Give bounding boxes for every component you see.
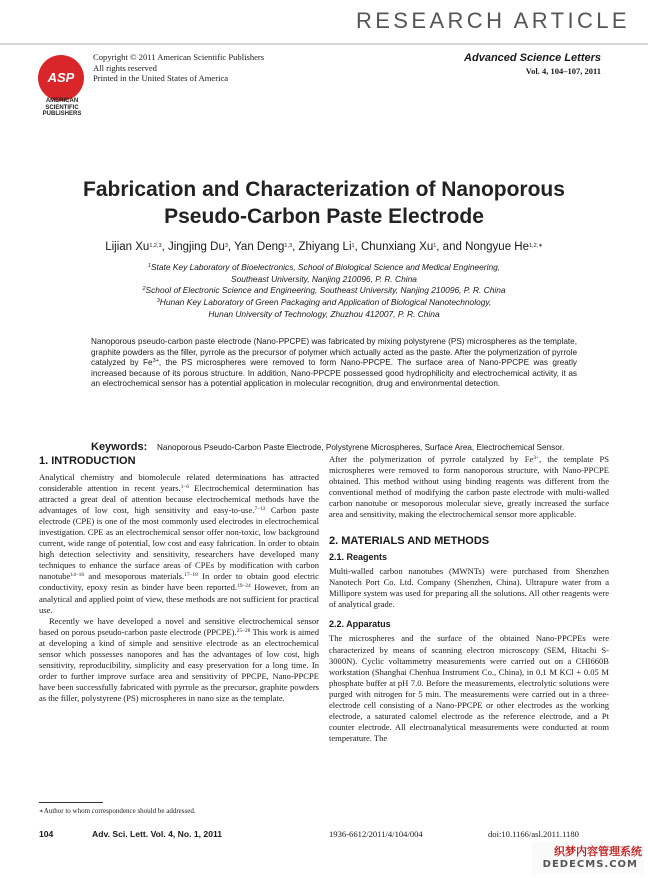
section-heading: 2. MATERIALS AND METHODS — [329, 535, 490, 548]
footer-journal: Adv. Sci. Lett. Vol. 4, No. 1, 2011 — [92, 829, 223, 839]
author-name: Lijian Xu — [105, 241, 150, 253]
watermark-text: 织梦内容管理系统 — [554, 845, 642, 858]
publisher-logo-icon: ASP — [38, 55, 84, 101]
volume-info: Vol. 4, 104–107, 2011 — [525, 66, 601, 76]
page-number: 104 — [39, 829, 54, 839]
keywords-label: Keywords: — [91, 441, 148, 453]
banner-text: RESEARCH ARTICLE — [355, 8, 630, 33]
watermark-url: DEDECMS.COM — [542, 859, 638, 870]
paragraph: After the polymerization of pyrrole catalyzed by $Fe^{3+}$, the template PS microspheres were removed to form nanoporous structure, with Nano-PPCPE obtained. This method without using binding reagents was different from the conventional method of modifying the carbon paste electrode with multi-walled carbon nanotube or mesoporous molecular sieve, greatly increased the surface area and sensitivity, making the electrochemical sensor more applicable. — [329, 454, 609, 520]
right-column — [329, 454, 609, 744]
affiliations: $^1$State Key Laboratory of Bioelectronics, School of Biological Science and Medical Engineering, Southeast University, Nanjing 210096, P. R. China $^2$School of Electronic Science and Engineering, Southeast University, Nanjing 210096, P. R. China $^3$Hunan Key Laboratory of Green Packaging and Application of Biological Nanotechnology, Hunan University of Technology, Zhuzhou 412007, P. R. China — [142, 262, 506, 319]
subsection-heading: 2.1. Reagents — [329, 552, 388, 563]
author-name: Nongyue He — [465, 241, 529, 253]
author-name: Jingjing Du — [167, 241, 225, 253]
keywords: Nanoporous Pseudo-Carbon Paste Electrode, Polystyrene Microspheres, Surface Area, Electrochemical Sensor. — [157, 443, 565, 452]
paragraph: Recently we have developed a novel and sensitive electrochemical sensor based on porous pseudo-carbon paste electrode (PPCPE).$^{25-28}$ This work is aimed at developing a kind of simple and sensitive electrode as an electrochemical sensor which possesses nanopores and has the advantages of low cost, high sensitivity, reproducibility, simplicity and easy preservation for a long time. In order to further improve surface area and sensitivity of PPCPE, Nano-PPCPE have been successfully fabricated with pyrrole as the precursor, graphite powders as the filler, polystyrene (PS) microspheres in nano size as the template. — [39, 615, 319, 703]
paragraph: Multi-walled carbon nanotubes (MWNTs) were purchased from Shenzhen Nanotech Port Co. Ltd. Company (Shenzhen, China). Ultrapure water from a Millipore system was used for preparing all the solutions. All other reagents were of analytical grade. — [329, 566, 609, 610]
journal-info — [464, 52, 601, 77]
journal-name: Advanced Science Letters — [464, 52, 601, 64]
banner — [0, 0, 648, 44]
paragraph: Analytical chemistry and biomolecule related determinations has attracted considerable attention in recent years.$^{1-6}$ Electrochemical determination has attracted a great deal of attention because electrochemical methods have the advantages of low cost, high sensitivity and easy-to-use.$^{7-13}$ Carbon paste electrode (CPE) is one of the most commonly used electrodes in electrochemical investigation. CPE as an electrochemical sensor offer non-toxic, low background current, wide range of potential, low cost and easy fabrication. In order to obtain high detection selectivity and sensitivity, researchers have developed many techniques to enhance the surface areas of CPEs by modification with carbon nanotube$^{14-16}$ and mesoporous materials.$^{17-18}$ In order to obtain good electric conductivity, epoxy resin as binder have been reported.$^{19-24}$ However, from an analytical and applied point of view, these methods are not sufficient for practical use. — [39, 472, 319, 615]
footer-doi: doi:10.1166/asl.2011.1180 — [488, 829, 579, 839]
author-name: Zhiyang Li — [298, 241, 352, 253]
author-list: Lijian Xu$^{1,2,3}$, Jingjing Du$^3$, Yan Deng$^{1,3}$, Zhiyang Li$^1$, Chunxiang Xu$^1$, and Nongyue $He^{1,2,∗}$ — [105, 241, 543, 253]
subsection-heading: 2.2. Apparatus — [329, 619, 391, 630]
paragraph: The microspheres and the surface of the obtained Nano-PPCPEs were characterized by means of scanning electron microscopy (SEM, Hitachi S-3000N). Cyclic voltammetry measurements were carried out on a CHI660B workstation (Shanghai Chenhua Instrument Co., China), in 0.1 M KCl + 0.05 M phosphate buffer at pH 7.0. Before the measurements, electrolytic solutions were purged with nitrogen for 5 min. The measurements were carried out in a three-electrode cell consisting of a Nano-PPCPE or other electrodes as the working electrode, a saturated calomel electrode as the reference electrode, and a Pt counter electrode. All electroanalytical measurements were conducted at room temperature. The — [329, 633, 609, 743]
footer-issn: 1936-6612/2011/4/104/004 — [329, 829, 423, 839]
footnote-divider — [39, 802, 103, 803]
abstract: Nanoporous pseudo-carbon paste electrode (Nano-PPCPE) was fabricated by mixing polystyrene (PS) microspheres as the template, graphite powders as the filler, pyrrole as the precursor of polymer which actually acted as the paste. After the polymerization of pyrrole catalyzed by $Fe^{3+}$, the PS microspheres were removed to form Nano-PPCPE. The surface area of Nano-PPCPE was greatly increased because of its porous structure. In addition, Nano-PPCPE possessed good hydrophilicity and electrochemical activity, it as an electrochemical sensor has a potential application in molecular recognition, drug and environmental detection. — [91, 337, 577, 388]
banner-divider — [0, 43, 648, 45]
article-title: Fabrication and Characterization of Nanoporous Pseudo-Carbon Paste Electrode — [83, 178, 565, 228]
copyright-block: Copyright © 2011 American Scientific Publishers All rights reserved Printed in the United States of America — [93, 52, 265, 83]
publisher-name: AMERICAN SCIENTIFIC PUBLISHERS — [42, 98, 82, 117]
author-name: Yan Deng — [234, 241, 285, 253]
author-name: Chunxiang Xu — [360, 241, 434, 253]
footnote: ∗Author to whom correspondence should be addressed. — [39, 807, 196, 815]
section-heading: 1. INTRODUCTION — [39, 455, 136, 467]
left-column — [39, 454, 319, 704]
